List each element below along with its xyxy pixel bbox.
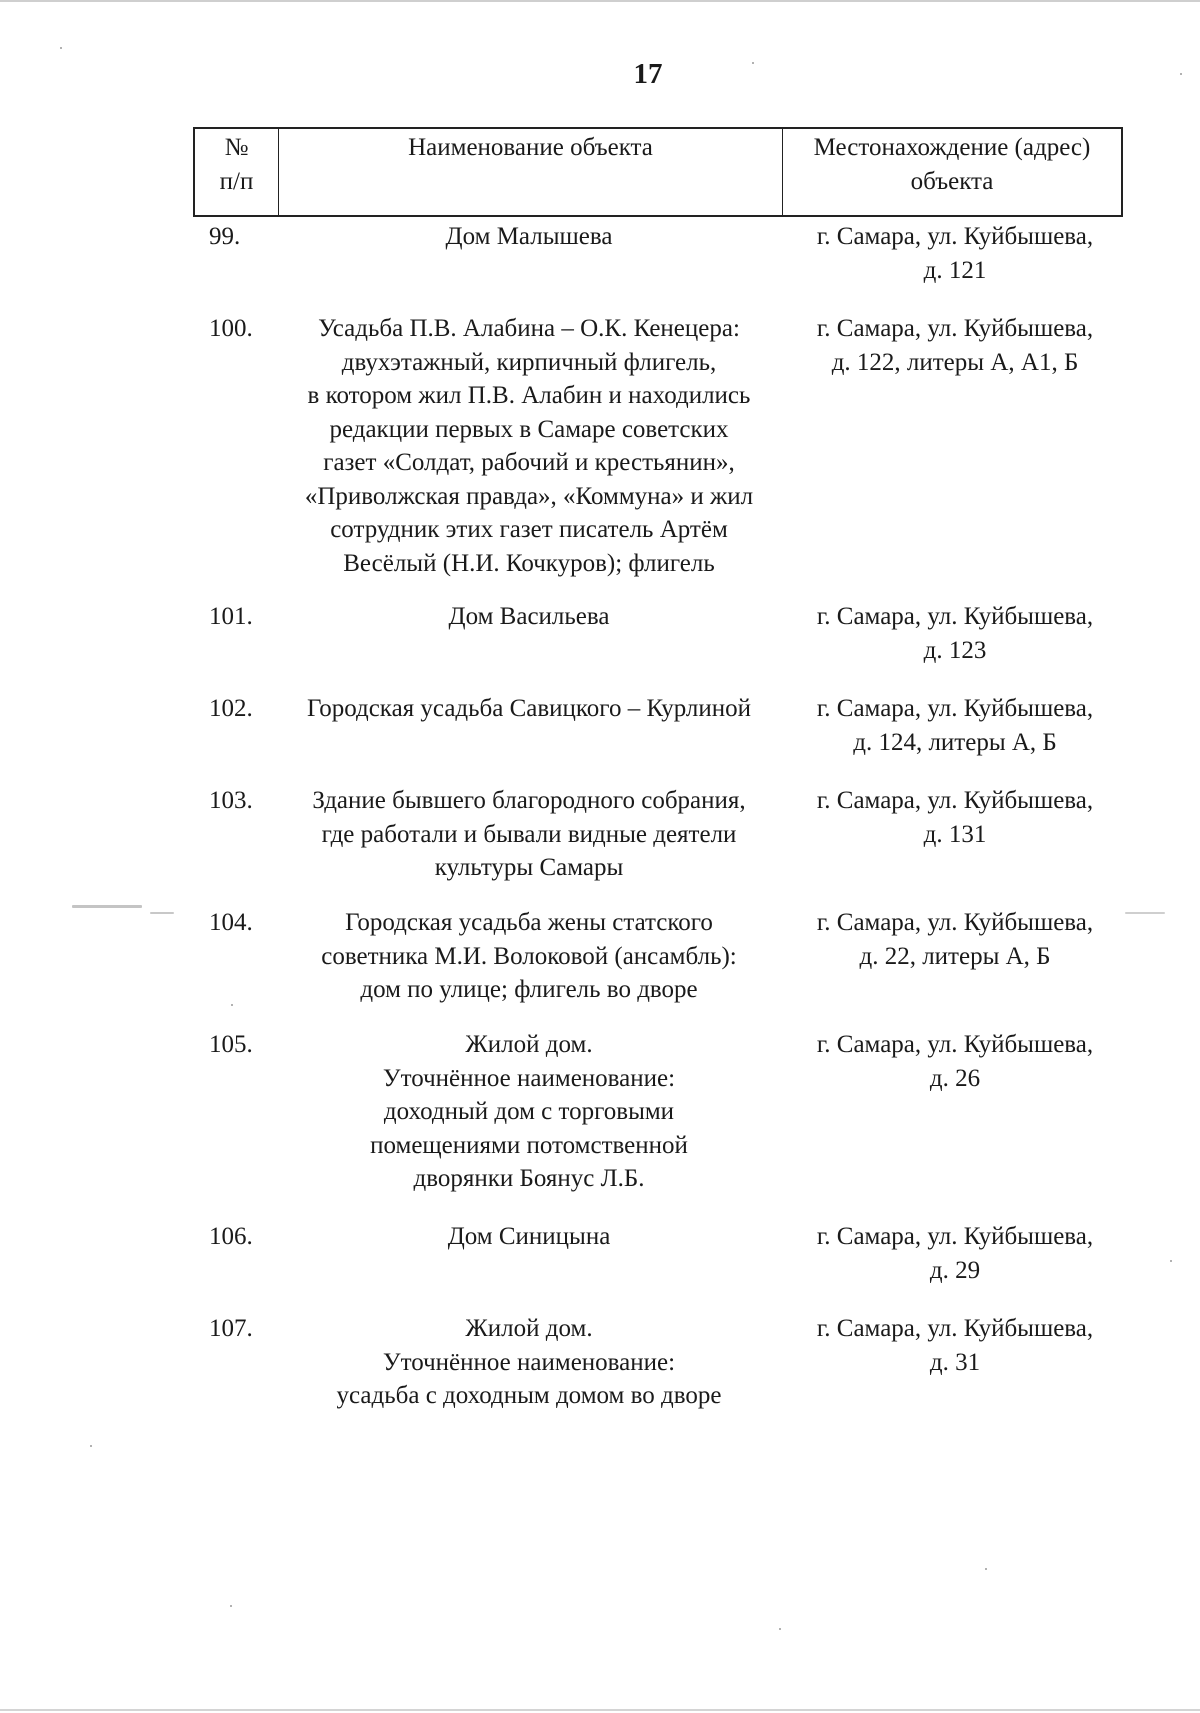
row-object-name	[277, 784, 781, 885]
address-line: д. 22, литеры А, Б	[859, 942, 1051, 970]
address-line: г. Самара, ул. Куйбышева,	[816, 1315, 1094, 1342]
row-object-name	[277, 220, 781, 254]
page-top-edge	[0, 0, 1200, 2]
address-line: г. Самара, ул. Куйбышева,	[816, 603, 1094, 630]
row-object-name	[277, 906, 781, 1007]
object-name-line: Дом Малышева	[445, 223, 613, 250]
row-number: 100.	[209, 315, 253, 342]
row-address	[787, 600, 1123, 667]
row-object-name	[277, 600, 781, 634]
address-line: г. Самара, ул. Куйбышева,	[816, 223, 1094, 250]
address-line: г. Самара, ул. Куйбышева,	[816, 1223, 1094, 1250]
object-name-line: Городская усадьба жены статского	[345, 909, 713, 936]
row-number: 102.	[209, 695, 253, 722]
scan-speck	[230, 1605, 232, 1607]
address-line: д. 123	[923, 636, 987, 664]
object-name-line: усадьба с доходным домом во дворе	[336, 1382, 722, 1409]
table-header	[193, 127, 1123, 217]
object-name-line: Уточнённое наименование:	[382, 1348, 676, 1376]
object-name-line: помещениями потомственной	[370, 1131, 688, 1159]
row-number: 104.	[209, 909, 253, 936]
row-address	[787, 1220, 1123, 1287]
object-name-line: сотрудник этих газет писатель Артём	[330, 516, 728, 543]
scan-mark	[72, 905, 142, 908]
row-number: 103.	[209, 787, 253, 814]
object-name-line: Жилой дом.	[465, 1315, 593, 1342]
header-address	[783, 129, 1121, 215]
address-line: г. Самара, ул. Куйбышева,	[816, 909, 1094, 936]
object-name-line: где работали и бывали видные деятели	[321, 820, 737, 848]
object-name-line: Дом Синицына	[447, 1223, 611, 1250]
object-name-line: дворянки Боянус Л.Б.	[413, 1165, 645, 1192]
header-name	[279, 129, 783, 215]
address-line: г. Самара, ул. Куйбышева,	[816, 695, 1094, 722]
object-name-line: Дом Васильева	[448, 603, 610, 630]
scan-speck	[231, 1004, 233, 1006]
object-name-line: советника М.И. Волоковой (ансамбль):	[321, 942, 737, 970]
scan-speck	[752, 62, 754, 64]
object-name-line: Здание бывшего благородного собрания,	[312, 787, 746, 814]
row-number: 105.	[209, 1031, 253, 1058]
scan-speck	[90, 1445, 92, 1447]
address-line: д. 124, литеры А, Б	[853, 728, 1057, 756]
address-line: д. 31	[929, 1348, 981, 1376]
address-line: д. 121	[923, 256, 987, 284]
scan-speck	[1180, 73, 1182, 75]
object-name-line: дом по улице; флигель во дворе	[360, 976, 698, 1003]
address-line: д. 122, литеры А, А1, Б	[831, 348, 1079, 376]
row-number: 107.	[209, 1315, 253, 1342]
address-line: г. Самара, ул. Куйбышева,	[816, 315, 1094, 342]
page-number-text: 17	[633, 58, 663, 90]
header-number-line: п/п	[219, 168, 254, 195]
header-name-line: Наименование объекта	[408, 134, 653, 161]
object-name-line: Весёлый (Н.И. Кочкуров); флигель	[343, 549, 715, 577]
scan-speck	[1170, 1260, 1172, 1262]
row-object-name	[277, 1028, 781, 1196]
scan-speck	[985, 1568, 987, 1570]
object-name-line: двухэтажный, кирпичный флигель,	[341, 348, 717, 376]
object-name-line: доходный дом с торговыми	[383, 1098, 675, 1125]
address-line: д. 26	[929, 1064, 981, 1092]
object-name-line: Усадьба П.В. Алабина – О.К. Кенецера:	[318, 315, 740, 342]
header-address-line: объекта	[910, 168, 994, 195]
object-name-line: газет «Солдат, рабочий и крестьянин»,	[323, 449, 735, 476]
object-name-line: редакции первых в Самаре советских	[329, 415, 729, 443]
header-address-line: Местонахождение (адрес)	[813, 134, 1091, 161]
row-object-name	[277, 1220, 781, 1254]
header-number	[195, 129, 279, 215]
row-address	[787, 906, 1123, 973]
row-address	[787, 692, 1123, 759]
row-object-name	[277, 1312, 781, 1413]
address-line: д. 131	[923, 820, 987, 848]
page-number	[0, 58, 1200, 91]
object-name-line: в котором жил П.В. Алабин и находились	[307, 382, 751, 409]
scan-mark	[1125, 912, 1165, 914]
row-address	[787, 220, 1123, 287]
row-address	[787, 312, 1123, 379]
object-name-line: Уточнённое наименование:	[382, 1064, 676, 1092]
address-line: г. Самара, ул. Куйбышева,	[816, 787, 1094, 814]
row-address	[787, 1312, 1123, 1379]
row-number: 99.	[209, 223, 241, 250]
scan-speck	[60, 47, 62, 49]
scan-mark	[150, 912, 174, 914]
row-address	[787, 784, 1123, 851]
object-name-line: Городская усадьба Савицкого – Курлиной	[306, 695, 752, 722]
object-name-line: Жилой дом.	[465, 1031, 593, 1058]
row-object-name	[273, 692, 785, 726]
scan-speck	[779, 1628, 781, 1630]
object-name-line: «Приволжская правда», «Коммуна» и жил	[304, 482, 754, 510]
row-number: 101.	[209, 603, 253, 630]
address-line: д. 29	[929, 1256, 981, 1284]
header-number-line: №	[224, 134, 249, 161]
row-address	[787, 1028, 1123, 1095]
object-name-line: культуры Самары	[434, 854, 624, 881]
address-line: г. Самара, ул. Куйбышева,	[816, 1031, 1094, 1058]
page-bottom-edge	[0, 1709, 1200, 1711]
row-object-name	[277, 312, 781, 580]
row-number: 106.	[209, 1223, 253, 1250]
